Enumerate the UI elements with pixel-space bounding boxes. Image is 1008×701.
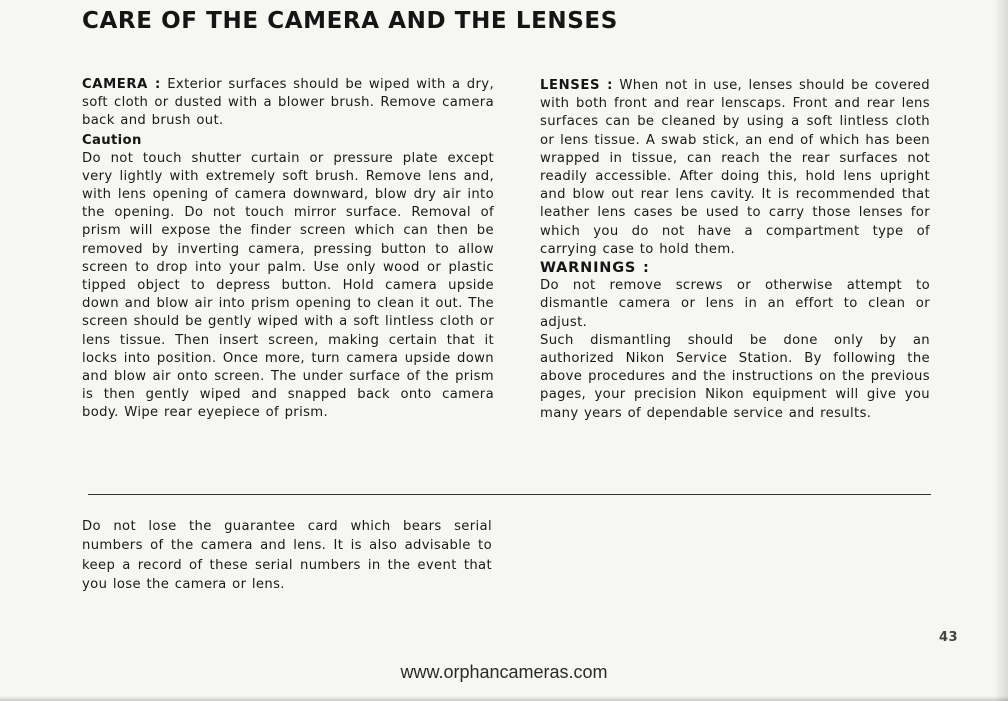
page-title: CARE OF THE CAMERA AND THE LENSES: [82, 8, 618, 34]
lenses-label: LENSES :: [540, 78, 613, 93]
lenses-section: [540, 77, 930, 423]
page-edge-shadow: [994, 0, 1008, 701]
guarantee-note: Do not lose the guarantee card which bears serial numbers of the camera and lens. It is also advisable to keep a record of these serial numbers in the event that you lose the camera or lens.: [82, 519, 492, 592]
warnings-text-1: Do not remove screws or otherwise attempt to dismantle camera or lens in an effort to clean or adjust.: [540, 278, 930, 330]
page-bottom-shadow: [0, 696, 1008, 701]
lenses-paragraph: [540, 77, 930, 259]
camera-text: Exterior surfaces should be wiped with a dry, soft cloth or dusted with a blower brush. Remove camera back and brush out.: [82, 77, 494, 129]
caution-text: Do not touch shutter curtain or pressure plate except very lightly with extremely soft brush. Remove lens and, with lens opening of camera downward, blow dry air into the opening. Do not touch mirror surface. Removal of prism will expose the finder screen which can then be removed by inverting camera, pressing button to allow screen to drop into your palm. Use only wood or plastic tipped object to depress button. Hold camera upside down and blow air into prism opening to clean it out. The screen should be gently wiped with a soft lintless cloth or lens tissue. Then insert screen, making certain that it locks into position. Once more, turn camera upside down and blow air onto screen. The under surface of the prism is then gently wiped and snapped back onto camera body. Wipe rear eyepiece of prism.: [82, 150, 494, 421]
camera-label: CAMERA :: [82, 77, 161, 92]
camera-section: [82, 76, 494, 423]
warnings-heading: WARNINGS :: [540, 260, 650, 277]
caution-heading: Caution: [82, 132, 142, 148]
camera-paragraph: [82, 76, 494, 131]
section-divider: [88, 494, 931, 495]
footer-url[interactable]: www.orphancameras.com: [400, 662, 608, 682]
page-number: 43: [939, 630, 959, 645]
lenses-text: When not in use, lenses should be covered with both front and rear lenscaps. Front and rear lens surfaces can be cleaned by using a soft lintless cloth or lens tissue. A swab stick, an end of which has been wrapped in tissue, can reach the rear surfaces not readily accessible. After doing this, hold lens upright and blow out rear lens cavity. It is recommended that leather lens cases be used to carry those lenses for which you do not have a compartment type of carrying case to hold them.: [540, 78, 930, 257]
warnings-text-2: Such dismantling should be done only by an authorized Nikon Service Station. By following the above procedures and the instructions on the previous pages, your precision Nikon equipment will give you many years of dependable service and results.: [540, 332, 930, 421]
